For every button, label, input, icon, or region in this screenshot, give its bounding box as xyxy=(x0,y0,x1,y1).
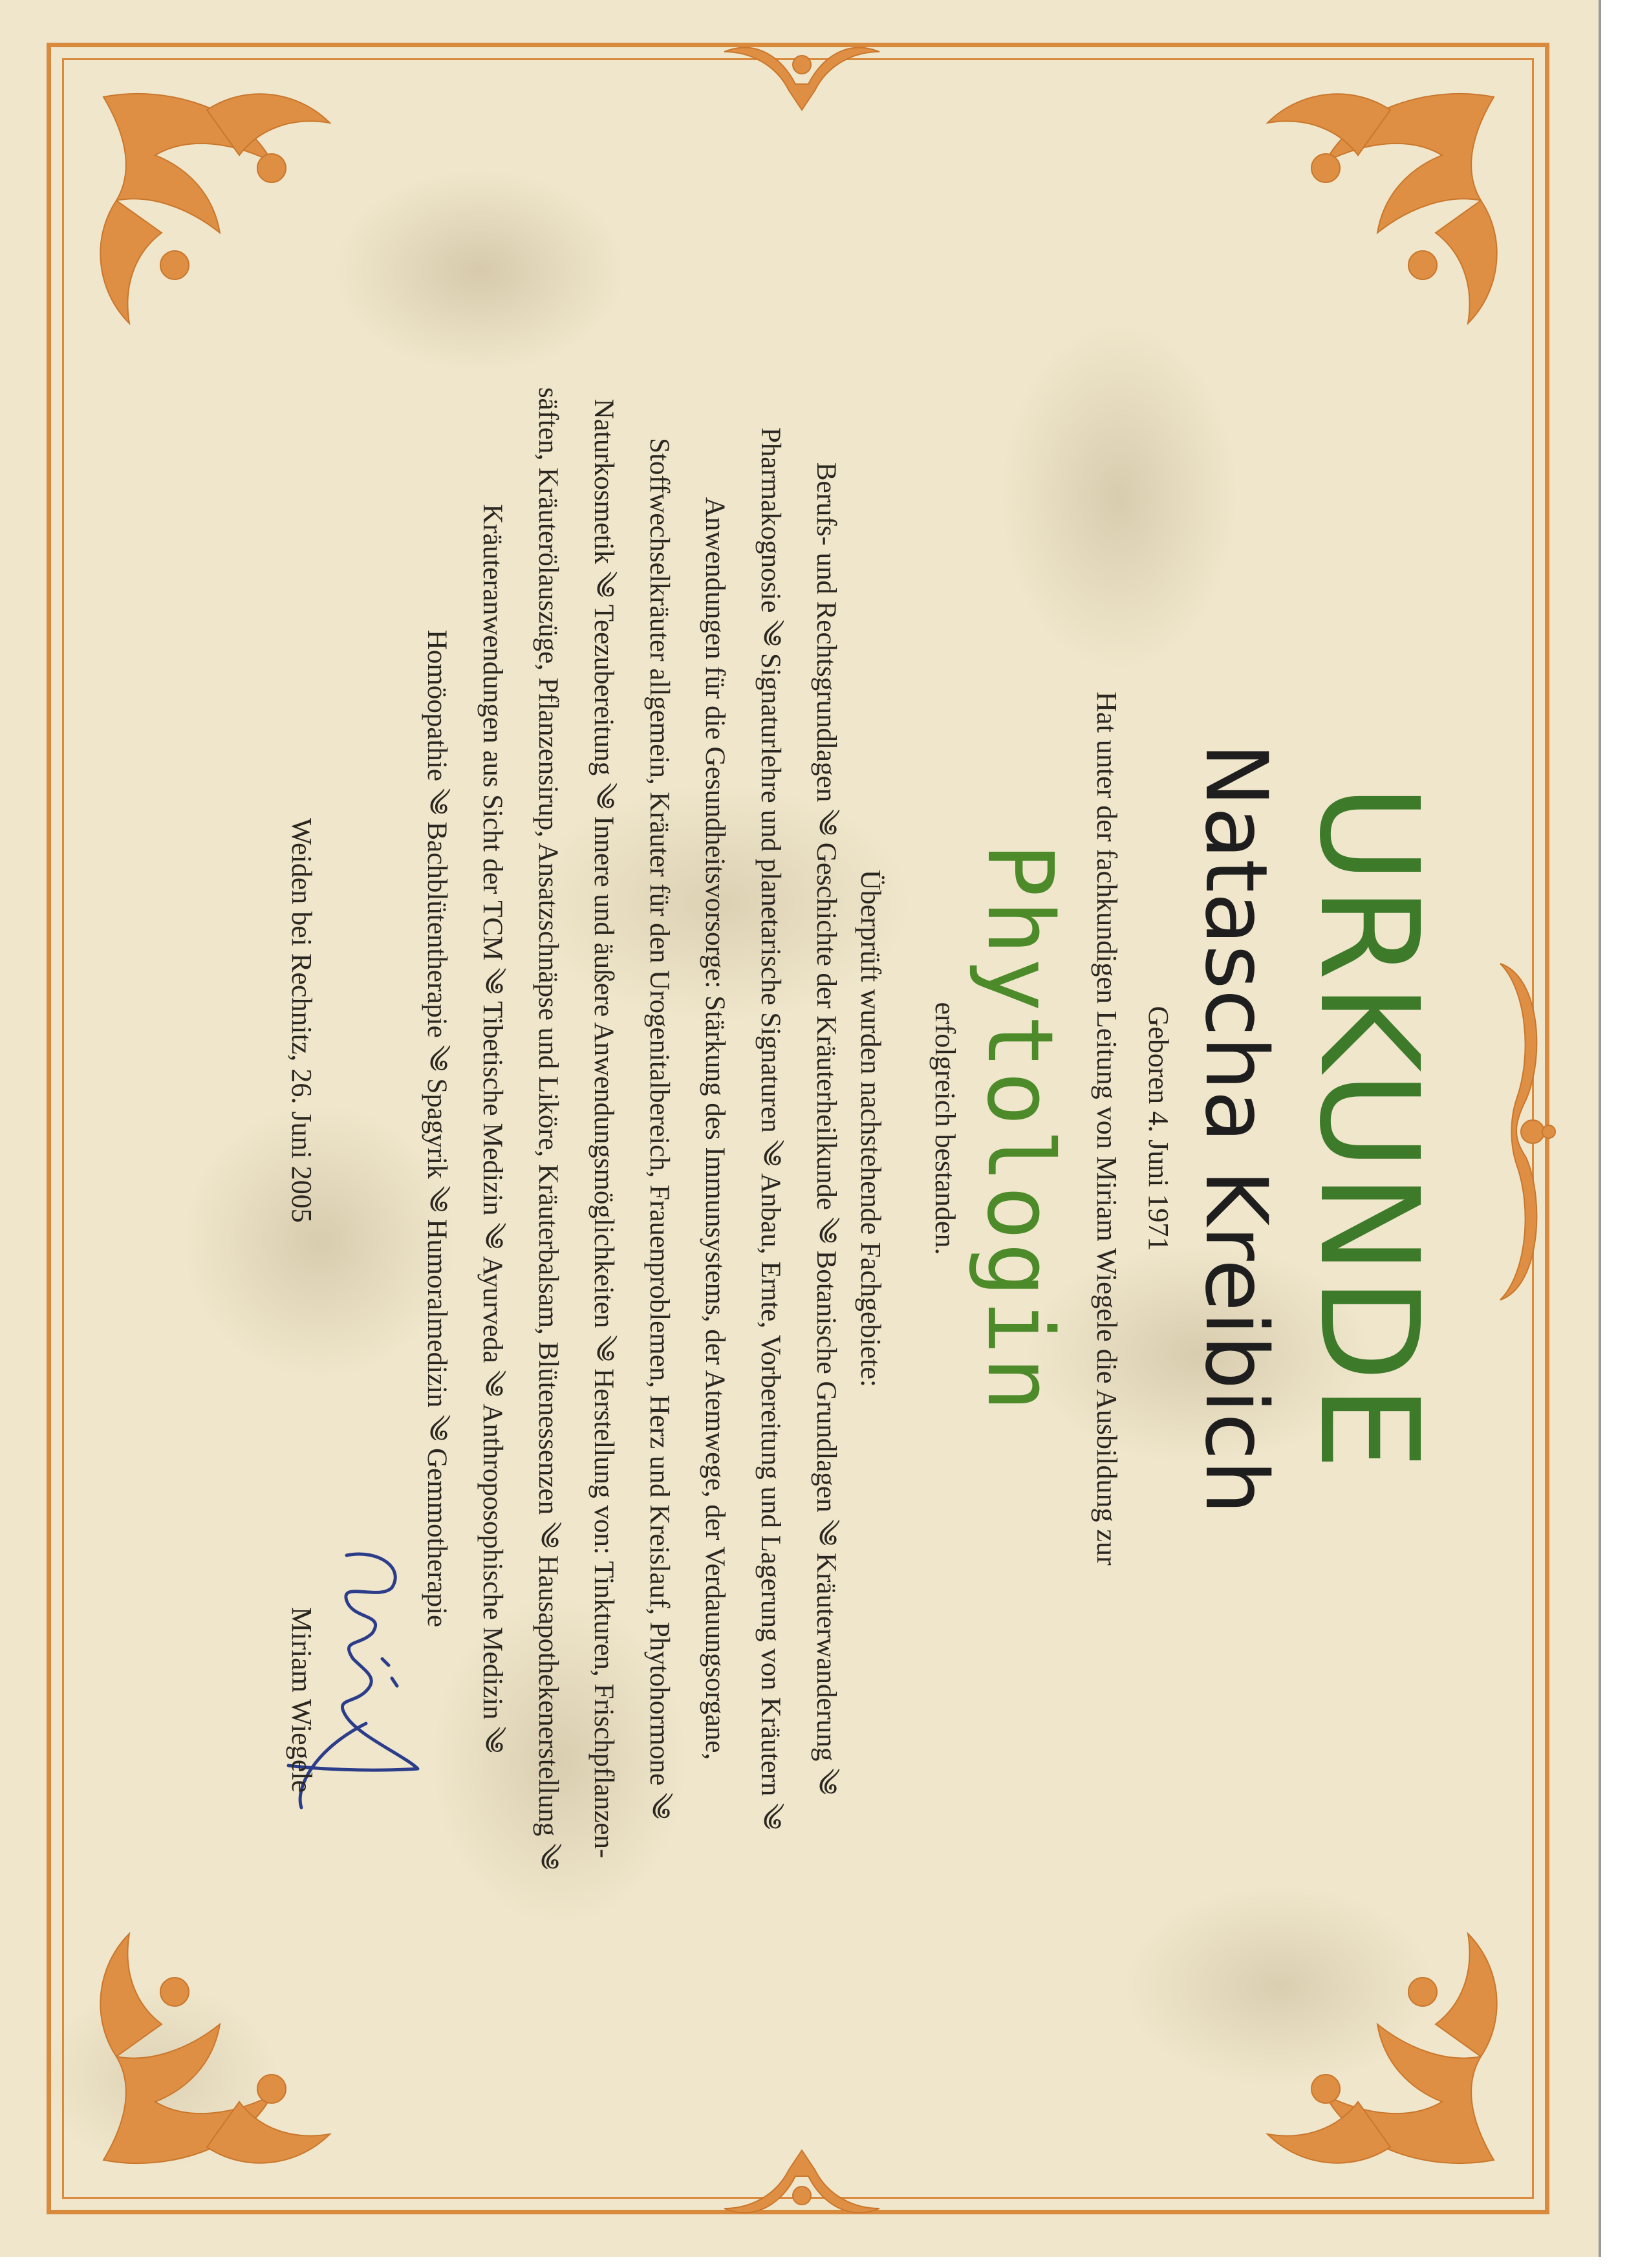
place-and-date: Weiden bei Rechnitz, 26. Juni 2005 xyxy=(286,818,318,1223)
profession-title: Phytologin xyxy=(967,843,1072,1414)
intro-line: Hat unter der fachkundigen Leitung von Miriam Wiegele die Ausbildung zur xyxy=(1091,691,1123,1566)
edge-ornament-right xyxy=(1487,938,1565,1326)
subjects-line: Berufs- und Rechtsgrundlagen ༄ Geschichte der Kräuterheilkunde ༄ Botanische Grundlagen ༄ Kräuterwanderung ༄ xyxy=(811,462,841,1795)
subjects-line: Anwendungen für die Gesundheitsvorsorge: Stärkung des Immunsystems, der Atemwege, der Verdauungsorgane, xyxy=(700,497,730,1760)
subjects-line: Pharmakognosie ༄ Signaturlehre und planetarische Signaturen ༄ Anbau, Ernte, Vorbereitung und Lagerung von Kräutern ༄ xyxy=(755,427,786,1830)
subjects-line: Naturkosmetik ༄ Teezubereitung ༄ Innere und äußere Anwendungsmöglichkeiten ༄ Herstellung von: Tinkturen, Frischpflanzen- xyxy=(588,398,619,1859)
passed-line: erfolgreich bestanden. xyxy=(929,1002,961,1255)
signatory-name: Miriam Wiegele xyxy=(286,1607,318,1793)
certificate-title: URKUNDE xyxy=(1289,784,1448,1473)
subjects-heading: Überprüft wurden nachstehende Fachgebiete: xyxy=(855,869,887,1388)
edge-ornament-bottom xyxy=(718,2144,886,2221)
certificate-content xyxy=(153,158,1446,2099)
subjects-line: Stoffwechselkräuter allgemein, Kräuter für den Urogenitalbereich, Frauenproblemen, Herz und Kreislauf, Phytohormone ༄ xyxy=(644,438,674,1819)
birth-date-line: Geboren 4. Juni 1971 xyxy=(1143,1006,1174,1251)
subjects-line: säften, Kräuterölauszüge, Pflanzensirup, Ansatzschnäpse und Liköre, Kräuterbalsam, Blütenessenzen ༄ Hausapothekenerstellung ༄ xyxy=(533,387,563,1870)
subjects-line: Homöopathie ༄ Bachblütentherapie ༄ Spagyrik ༄ Humoralmedizin ༄ Gemmotherapie xyxy=(422,629,452,1628)
recipient-name: Natascha Kreibich xyxy=(1186,742,1286,1515)
edge-ornament-top xyxy=(718,39,886,116)
subjects-line: Kräuteranwendungen aus Sicht der TCM ༄ Tibetische Medizin ༄ Ayurveda ༄ Anthroposophische Medizin ༄ xyxy=(477,504,508,1753)
